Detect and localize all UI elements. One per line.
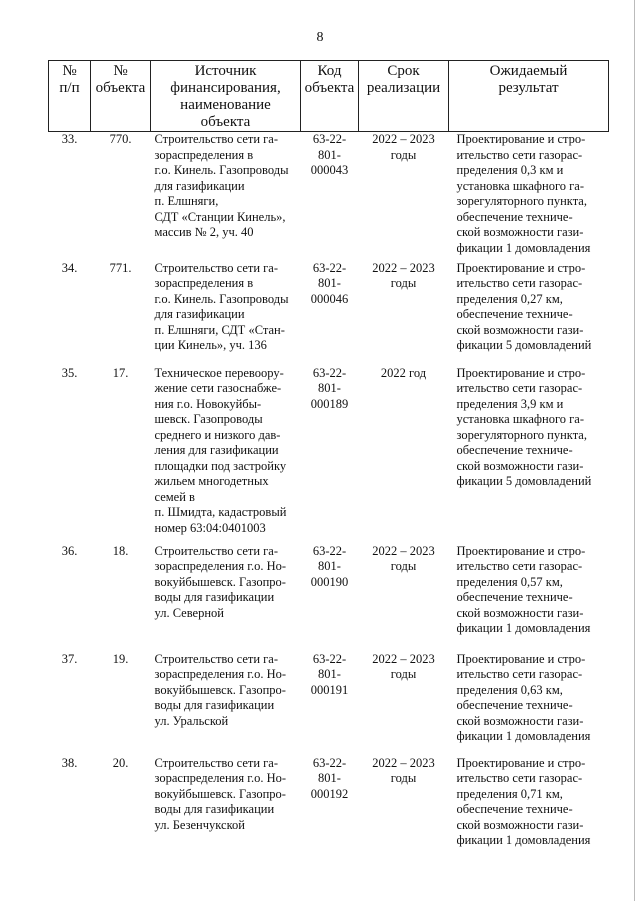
table-row <box>49 756 609 856</box>
scan-edge-line <box>634 0 635 901</box>
row-num: 35. <box>61 365 78 380</box>
row-result: Проектирование и стро- ительство сети газорас- пределения 3,9 км и установка шкафного га- зорегуляторного пункта, обеспечение техниче- ской возможности гази- фикации 5 домовладений <box>456 365 592 488</box>
table-row <box>49 652 609 756</box>
table-row <box>49 366 609 544</box>
row-term: 2022 год <box>380 365 427 380</box>
row-num: 38. <box>61 755 78 770</box>
table-row <box>49 544 609 652</box>
header-num: № п/п <box>49 61 91 132</box>
row-result: Проектирование и стро- ительство сети газорас- пределения 0,57 км, обеспечение техниче- ской возможности гази- фикации 1 домовладения <box>456 543 591 635</box>
table-row <box>49 261 609 366</box>
row-source: Строительство сети га- зораспределения г.о. Но- вокуйбышевск. Газопро- воды для газификации ул. Северной <box>154 543 287 620</box>
row-object-number: 770. <box>109 132 132 146</box>
row-term: 2022 – 2023 годы <box>372 543 435 573</box>
row-result: Проектирование и стро- ительство сети газорас- пределения 0,3 км и установка шкафного га- зорегуляторного пункта, обеспечение техниче- ской возможности гази- фикации 1 домовладения <box>456 132 591 255</box>
financing-table <box>48 60 609 856</box>
row-source: Строительство сети га- зораспределения в г.о. Кинель. Газопроводы для газификации п. Елшняги, СДТ «Станции Кинель», массив № 2, уч. 40 <box>154 132 289 239</box>
row-object-number: 18. <box>112 543 129 558</box>
row-code: 63-22- 801- 000189 <box>310 365 349 411</box>
row-term: 2022 – 2023 годы <box>372 755 435 785</box>
row-object-number: 17. <box>112 365 129 380</box>
row-result: Проектирование и стро- ительство сети газорас- пределения 0,63 км, обеспечение техниче- ской возможности гази- фикации 1 домовладения <box>456 651 591 743</box>
row-num: 36. <box>61 543 78 558</box>
row-object-number: 19. <box>112 651 129 666</box>
table-header <box>49 61 609 132</box>
row-code: 63-22- 801- 000192 <box>310 755 349 801</box>
row-result: Проектирование и стро- ительство сети газорас- пределения 0,27 км, обеспечение техниче- ской возможности гази- фикации 5 домовладений <box>456 260 592 352</box>
header-source: Источник финансирования, наименование объекта <box>151 61 301 132</box>
row-num: 37. <box>61 651 78 666</box>
row-num: 33. <box>61 132 78 146</box>
row-object-number: 771. <box>109 260 132 275</box>
page-number: 8 <box>316 30 324 45</box>
header-object-number: № объекта <box>91 61 151 132</box>
row-source: Строительство сети га- зораспределения г.о. Но- вокуйбышевск. Газопро- воды для газификации ул. Безенчукской <box>154 755 287 832</box>
row-term: 2022 – 2023 годы <box>372 651 435 681</box>
table-body <box>49 132 609 856</box>
row-term: 2022 – 2023 годы <box>372 132 435 162</box>
header-term: Срок реализации <box>359 61 449 132</box>
row-result: Проектирование и стро- ительство сети газорас- пределения 0,71 км, обеспечение техниче- ской возможности гази- фикации 1 домовладения <box>456 755 591 847</box>
row-source: Строительство сети га- зораспределения г.о. Но- вокуйбышевск. Газопро- воды для газификации ул. Уральской <box>154 651 287 728</box>
row-object-number: 20. <box>112 755 129 770</box>
row-code: 63-22- 801- 000190 <box>310 543 349 589</box>
row-code: 63-22- 801- 000043 <box>310 132 349 177</box>
header-row <box>49 61 609 132</box>
header-result: Ожидаемый результат <box>449 61 609 132</box>
row-code: 63-22- 801- 000046 <box>310 260 349 306</box>
row-term: 2022 – 2023 годы <box>372 260 435 290</box>
header-code: Код объекта <box>301 61 359 132</box>
row-source: Строительство сети га- зораспределения в г.о. Кинель. Газопроводы для газификации п. Елшняги, СДТ «Стан- ции Кинель», уч. 136 <box>154 260 289 352</box>
row-num: 34. <box>61 260 78 275</box>
row-source: Техническое перевоору- жение сети газоснабже- ния г.о. Новокуйбы- шевск. Газопроводы среднего и низкого дав- ления для газификации площадки под застройку жильем многодетных семей в п. Шмидта, кадастровый номер 63:04:0401003 <box>154 365 287 535</box>
table-row <box>49 132 609 261</box>
row-code: 63-22- 801- 000191 <box>310 651 349 697</box>
